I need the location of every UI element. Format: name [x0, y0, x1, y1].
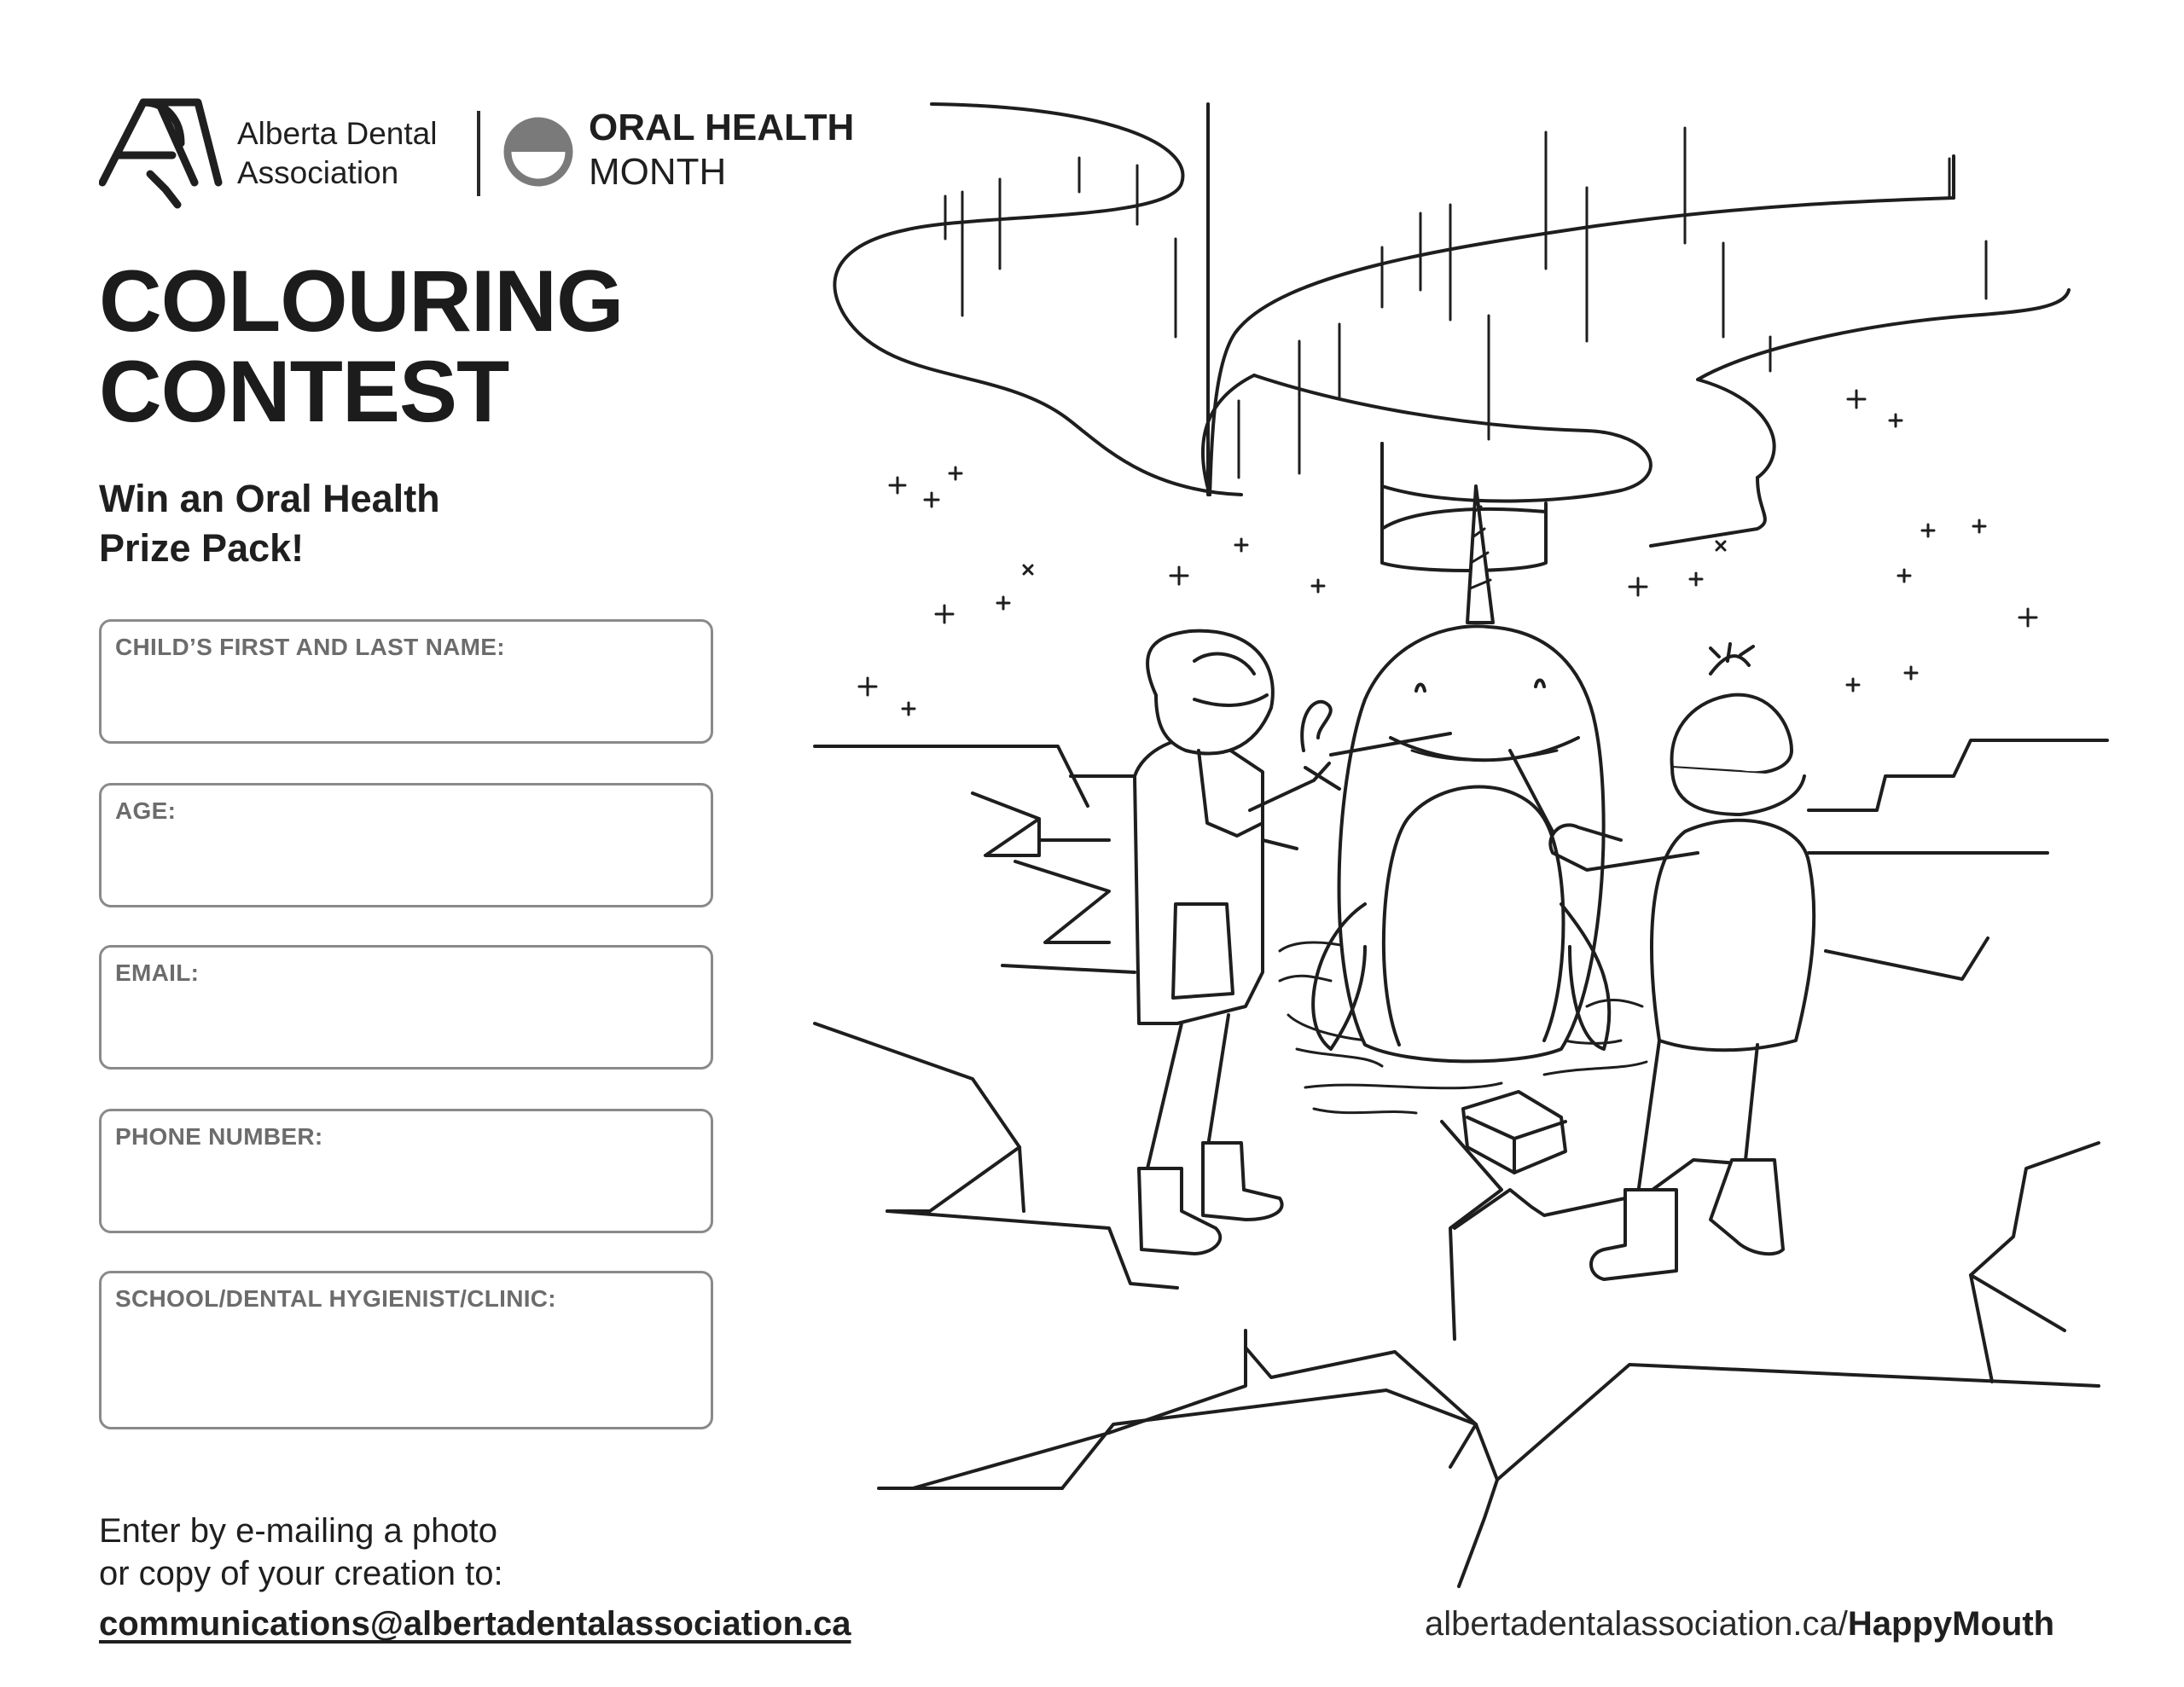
child-name-field[interactable] — [99, 619, 713, 744]
org-name-line1: Alberta Dental — [237, 116, 438, 151]
prize-subtitle — [99, 474, 440, 573]
header-divider — [477, 111, 480, 196]
site-suffix: HappyMouth — [1847, 1605, 2055, 1643]
narwhal-colouring-scene — [802, 85, 2133, 1603]
enter-instructions — [99, 1510, 503, 1595]
half-circle-icon — [503, 117, 573, 187]
subtitle-line1: Win an Oral Health — [99, 477, 440, 520]
child-name-label: CHILD’S FIRST AND LAST NAME: — [115, 634, 505, 660]
page-title — [99, 252, 624, 440]
oral-health-line1: ORAL HEALTH — [589, 107, 855, 148]
school-label: SCHOOL/DENTAL HYGIENIST/CLINIC: — [115, 1285, 556, 1312]
title-line1: COLOURING — [99, 252, 624, 350]
email-link[interactable]: communications@albertadentalassociation.ca — [99, 1605, 851, 1643]
age-field[interactable] — [99, 783, 713, 907]
school-field[interactable] — [99, 1271, 713, 1429]
title-line2: CONTEST — [99, 343, 509, 440]
org-name-line2: Association — [237, 155, 399, 190]
enter-line1: Enter by e-mailing a photo — [99, 1512, 497, 1550]
age-label: AGE: — [115, 797, 177, 824]
phone-field[interactable] — [99, 1109, 713, 1233]
subtitle-line2: Prize Pack! — [99, 526, 305, 570]
email-label: EMAIL: — [115, 959, 200, 986]
enter-line2: or copy of your creation to: — [99, 1555, 503, 1592]
org-name — [237, 114, 437, 193]
website-url[interactable] — [1425, 1605, 2054, 1644]
phone-label: PHONE NUMBER: — [115, 1123, 323, 1150]
oral-health-line2: MONTH — [589, 151, 727, 193]
email-field[interactable] — [99, 945, 713, 1070]
site-prefix: albertadentalassociation.ca/ — [1425, 1605, 1848, 1643]
